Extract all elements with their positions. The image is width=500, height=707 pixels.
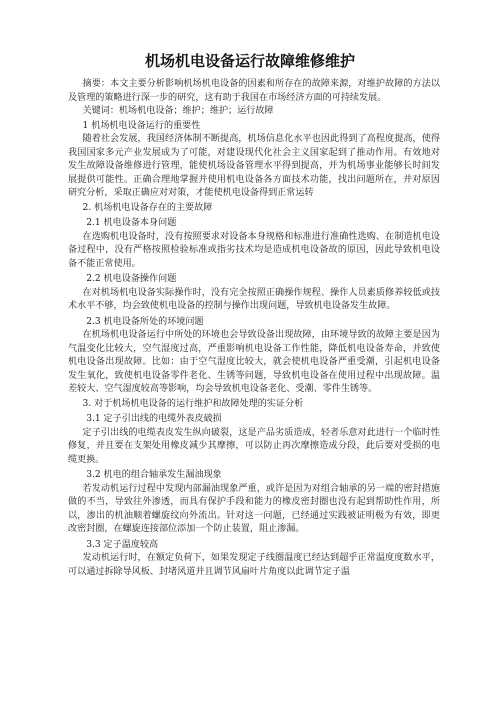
subsection-heading-2-3: 2.3 机电设备所处的环境问题 <box>86 316 204 327</box>
body-paragraph: 随着社会发展，我国经济体制不断提高，机场信息化水平也因此得到了高程度提高，使得我国国家多元产业发展成为了可能，对建设现代化社会主义国家起到了推动作用。有效地对发生故障设备维修进行管理，能使机场设备管理水平得到提高，并为机场事业能够长时间发展提供可能性。正确合理地掌握并使用机电设备各方面技术功能，找出问题所在，并对原因研究分析，采取正确应对对策，才能使机电设备得到正常运转 <box>68 134 440 198</box>
body-paragraph: 定子引出线的电缆表皮发生纵向破裂，这是产品劣质造成，轻者乐意对此进行一个临时性修复，并且要在支架处用橡皮减少其摩擦，可以防止再次摩擦造成分段，此后要对受损的电缆更换。 <box>68 427 440 465</box>
body-paragraph: 在机场机电设备运行中所处的环境也会导致设备出现故障，由环境导致的故障主要是因为气温变化比较大，空气湿度过高，严重影响机电设备工作性能，降低机电设备寿命，并致使机电设备出现故障。比如：由于空气湿度比较大，就会使机电设备严重受潮，引起机电设备发生氧化，致使机电设备零件老化、生锈等问题，导致机电设备在使用过程中出现故障。温差较大、空气湿度较高等影响，均会导致机电设备老化、受潮、零件生锈等。 <box>68 330 440 394</box>
document-body <box>68 78 440 579</box>
subsection-heading-3-2: 3.2 机电的组合轴承发生漏油现象 <box>86 470 222 480</box>
subsection-heading-3-1: 3.1 定子引出线的电缆外表皮破损 <box>86 414 222 424</box>
section-heading-1: 1 机场机电设备运行的重要性 <box>82 120 201 131</box>
page-title: 机场机电设备运行故障维修维护 <box>144 52 355 70</box>
section-heading-3: 3. 对于机场机电设备的运行维护和故障处理的实证分析 <box>82 398 304 409</box>
subsection-heading-2-1: 2.1 机电设备本身问题 <box>86 218 177 228</box>
body-paragraph: 发动机运行时，在额定负荷下，如果发现定子线圈温度已经达到超乎正常温度度数水平，可以通过拆除导风板、封堵风道并且调节风扇叶片角度以此调节定子温 <box>68 553 440 577</box>
body-paragraph: 在对机场机电设备实际操作时，没有完全按照正确操作规程、操作人员素质修养较低或技术水平不够，均会致使机电设备的控制与操作出现问题，导致机电设备发生故障。 <box>68 287 440 311</box>
body-paragraph: 在选购机电设备时，没有按照要求对设备本身规格和标准进行准确性选购、在制造机电设备过程中，没有严格按照检验标准或指劣技术均是造成机电设备故的原因，因此导致机电设备不能正常使用。 <box>68 231 440 269</box>
keywords-line: 关键词：机场机电设备；维护；维护；运行故障 <box>82 106 274 116</box>
section-heading-2: 2. 机场机电设备存在的主要故障 <box>82 202 213 213</box>
subsection-heading-2-2: 2.2 机电设备操作问题 <box>86 274 177 284</box>
abstract-paragraph: 摘要：本文主要分析影响机场机电设备的因素和所存在的故障来源，对维护故障的方法以及管理的策略进行深一步的研究，这有助于我国在市场经济方面的可持续发展。 <box>68 79 440 103</box>
subsection-heading-3-3: 3.3 定子温度较高 <box>86 539 159 550</box>
body-paragraph: 若发动机运行过程中发现内部漏油现象严重，或许是因为对组合轴承的另一端的密封措施做的不当，导致往外渗透，而具有保护手段和能力的橡皮密封圈也没有起到帮助性作用，所以，渗出的机油顺着螺旋纹向外流出。针对这一问题，已经通过实践被证明极为有效，即更改密封圈，在螺旋连接部位添加一个防止装置，阻止渗漏。 <box>68 483 440 534</box>
